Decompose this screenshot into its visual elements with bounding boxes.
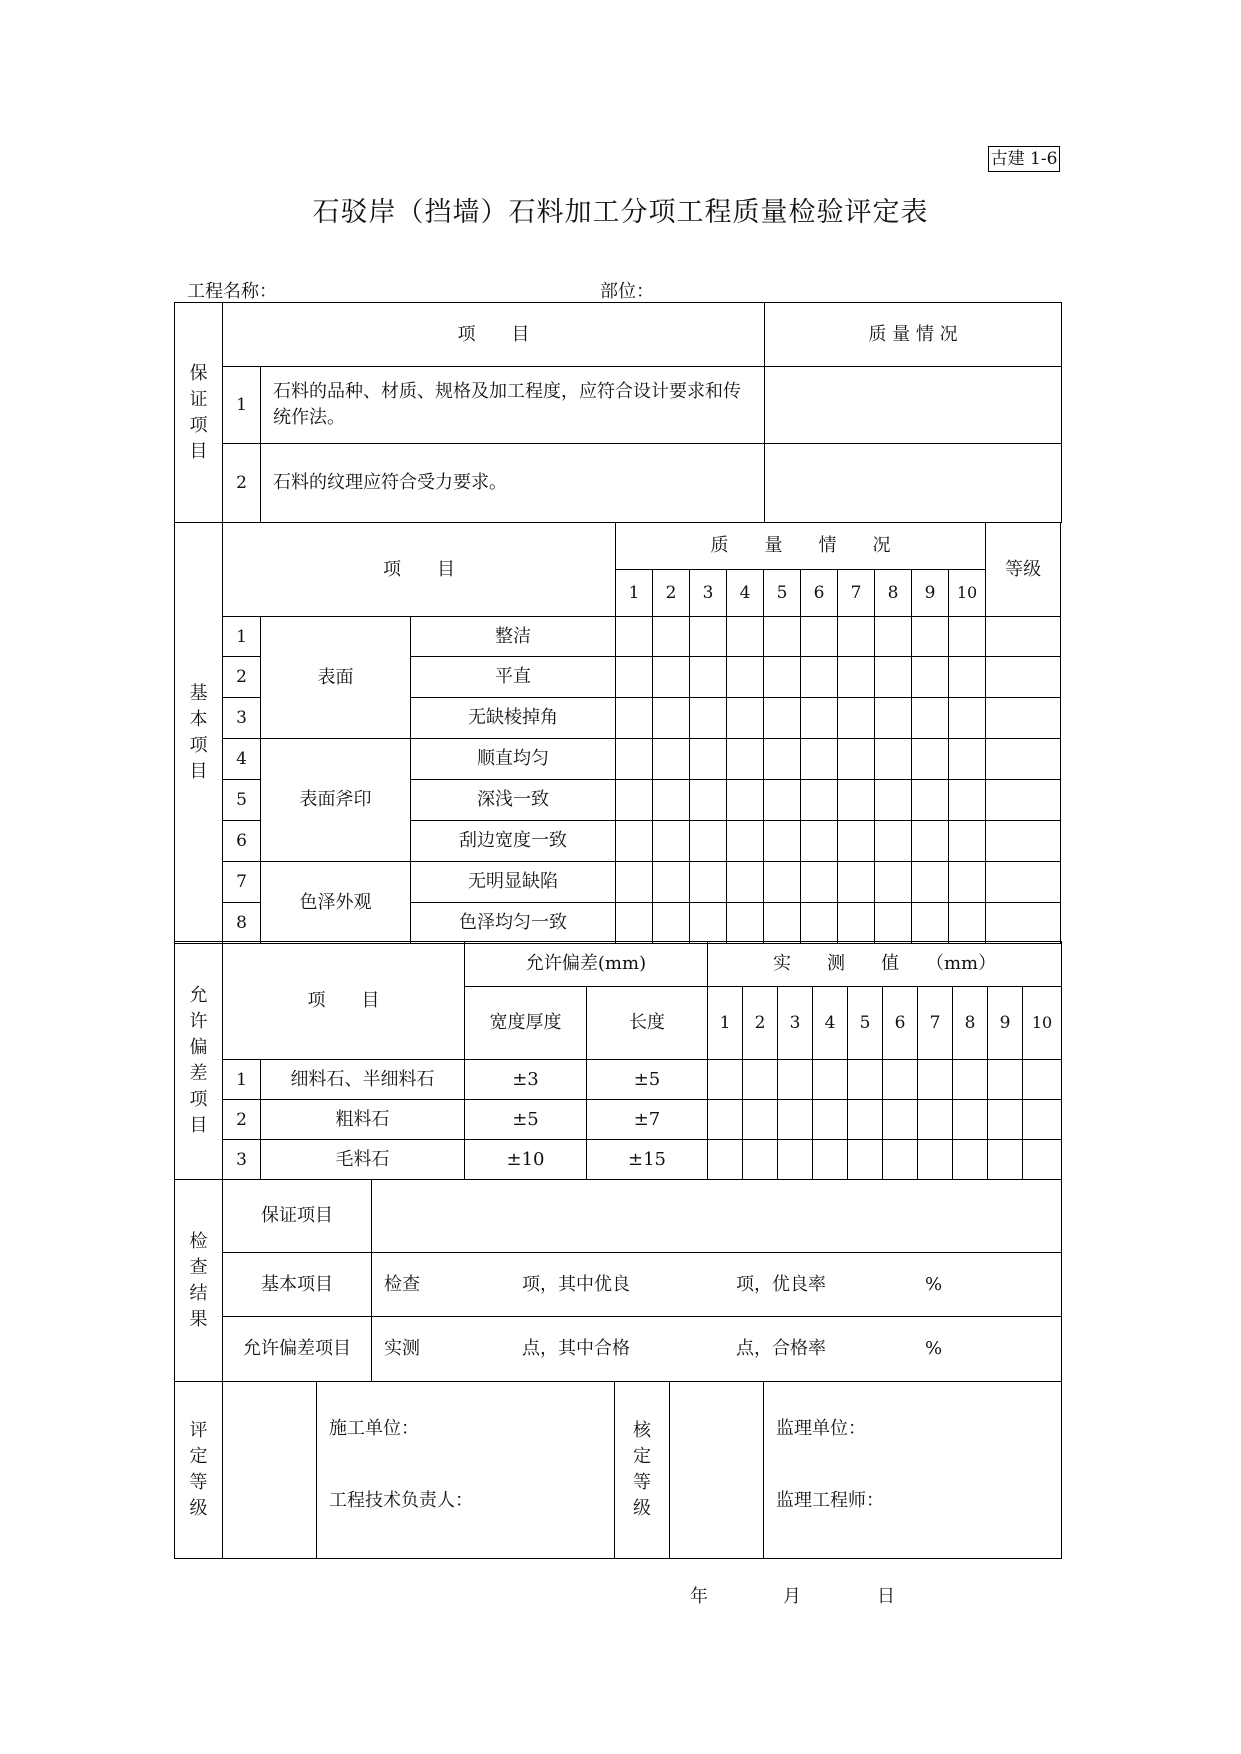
score-cell[interactable] bbox=[912, 903, 949, 944]
score-cell[interactable] bbox=[912, 698, 949, 739]
guarantee-table bbox=[174, 302, 1062, 523]
score-cell[interactable] bbox=[764, 903, 801, 944]
score-cell[interactable] bbox=[875, 739, 912, 780]
measure-cell[interactable] bbox=[743, 1140, 778, 1180]
point-header: 7 bbox=[918, 987, 953, 1060]
score-cell[interactable] bbox=[912, 780, 949, 821]
score-cell[interactable] bbox=[690, 821, 727, 862]
score-cell[interactable] bbox=[875, 698, 912, 739]
construction-block bbox=[317, 1382, 615, 1559]
point-header: 4 bbox=[727, 570, 764, 617]
point-header: 5 bbox=[848, 987, 883, 1060]
score-cell[interactable] bbox=[653, 821, 690, 862]
check-tolerance-part: 点，其中合格 bbox=[522, 1338, 630, 1359]
score-cell[interactable] bbox=[690, 780, 727, 821]
measure-cell[interactable] bbox=[953, 1100, 988, 1140]
guarantee-side-label: 保 证 项 目 bbox=[175, 303, 223, 523]
basic-row-text: 深浅一致 bbox=[411, 780, 616, 821]
check-tolerance-summary[interactable] bbox=[372, 1317, 1062, 1382]
measure-cell[interactable] bbox=[883, 1140, 918, 1180]
location-label: 部位： bbox=[600, 281, 654, 302]
score-cell[interactable] bbox=[949, 657, 986, 698]
score-cell[interactable] bbox=[653, 903, 690, 944]
grade-cell[interactable] bbox=[986, 739, 1061, 780]
score-cell[interactable] bbox=[838, 739, 875, 780]
measure-cell[interactable] bbox=[988, 1140, 1023, 1180]
evaluation-side-label: 评 定 等 级 bbox=[175, 1382, 223, 1559]
evaluation-grade-cell[interactable] bbox=[223, 1382, 317, 1559]
point-header: 1 bbox=[708, 987, 743, 1060]
measure-cell[interactable] bbox=[778, 1060, 813, 1100]
guarantee-quality-cell[interactable] bbox=[765, 444, 1062, 523]
measure-cell[interactable] bbox=[883, 1060, 918, 1100]
measure-cell[interactable] bbox=[988, 1060, 1023, 1100]
score-cell[interactable] bbox=[801, 657, 838, 698]
score-cell[interactable] bbox=[616, 862, 653, 903]
basic-table bbox=[174, 522, 1061, 944]
check-basic-label: 基本项目 bbox=[223, 1253, 372, 1317]
grade-cell[interactable] bbox=[986, 903, 1061, 944]
score-cell[interactable] bbox=[616, 698, 653, 739]
date-month: 月 bbox=[783, 1586, 801, 1607]
check-basic-part: 检查 bbox=[384, 1273, 420, 1295]
score-cell[interactable] bbox=[801, 617, 838, 657]
guarantee-row-number: 2 bbox=[223, 444, 261, 523]
score-cell[interactable] bbox=[949, 780, 986, 821]
basic-row-text: 无明显缺陷 bbox=[411, 862, 616, 903]
tolerance-measured-header: 实 测 值 （mm） bbox=[708, 942, 1062, 987]
score-cell[interactable] bbox=[838, 617, 875, 657]
basic-group-label: 色泽外观 bbox=[261, 862, 411, 944]
check-basic-part: 项，优良率 bbox=[736, 1273, 826, 1295]
score-cell[interactable] bbox=[653, 780, 690, 821]
score-cell[interactable] bbox=[690, 739, 727, 780]
grade-cell[interactable] bbox=[986, 617, 1061, 657]
check-guarantee-value[interactable] bbox=[372, 1180, 1062, 1253]
score-cell[interactable] bbox=[727, 780, 764, 821]
score-cell[interactable] bbox=[875, 657, 912, 698]
measure-cell[interactable] bbox=[743, 1100, 778, 1140]
score-cell[interactable] bbox=[690, 903, 727, 944]
score-cell[interactable] bbox=[912, 862, 949, 903]
measure-cell[interactable] bbox=[813, 1140, 848, 1180]
date-year: 年 bbox=[690, 1586, 708, 1607]
point-header: 7 bbox=[838, 570, 875, 617]
point-header: 1 bbox=[616, 570, 653, 617]
score-cell[interactable] bbox=[653, 657, 690, 698]
point-header: 9 bbox=[988, 987, 1023, 1060]
check-tolerance-part: % bbox=[925, 1338, 943, 1359]
basic-row-number: 6 bbox=[223, 821, 261, 862]
score-cell[interactable] bbox=[653, 862, 690, 903]
measure-cell[interactable] bbox=[1023, 1140, 1062, 1180]
score-cell[interactable] bbox=[727, 698, 764, 739]
score-cell[interactable] bbox=[912, 657, 949, 698]
date-day: 日 bbox=[877, 1586, 895, 1607]
score-cell[interactable] bbox=[838, 862, 875, 903]
score-cell[interactable] bbox=[875, 780, 912, 821]
score-cell[interactable] bbox=[616, 903, 653, 944]
basic-row-number: 1 bbox=[223, 617, 261, 657]
tolerance-row-item: 毛料石 bbox=[261, 1140, 465, 1180]
tolerance-row-length: ±5 bbox=[587, 1060, 708, 1100]
guarantee-quality-header: 质 量 情 况 bbox=[765, 303, 1062, 367]
guarantee-row-text: 石料的纹理应符合受力要求。 bbox=[261, 444, 765, 523]
basic-row-text: 无缺棱掉角 bbox=[411, 698, 616, 739]
score-cell[interactable] bbox=[912, 821, 949, 862]
score-cell[interactable] bbox=[727, 821, 764, 862]
tolerance-row-width: ±3 bbox=[465, 1060, 587, 1100]
measure-cell[interactable] bbox=[918, 1140, 953, 1180]
score-cell[interactable] bbox=[949, 698, 986, 739]
score-cell[interactable] bbox=[653, 698, 690, 739]
measure-cell[interactable] bbox=[1023, 1060, 1062, 1100]
measure-cell[interactable] bbox=[848, 1060, 883, 1100]
score-cell[interactable] bbox=[764, 739, 801, 780]
check-result-table bbox=[174, 1179, 1062, 1382]
basic-row-text: 整洁 bbox=[411, 617, 616, 657]
basic-row-text: 刮边宽度一致 bbox=[411, 821, 616, 862]
point-header: 5 bbox=[764, 570, 801, 617]
score-cell[interactable] bbox=[949, 862, 986, 903]
point-header: 4 bbox=[813, 987, 848, 1060]
construction-unit-label: 施工单位： bbox=[329, 1418, 419, 1439]
tolerance-row-length: ±7 bbox=[587, 1100, 708, 1140]
tolerance-length-header: 长度 bbox=[587, 987, 708, 1060]
score-cell[interactable] bbox=[949, 821, 986, 862]
basic-row-number: 7 bbox=[223, 862, 261, 903]
point-header: 8 bbox=[875, 570, 912, 617]
basic-group-label: 表面斧印 bbox=[261, 739, 411, 862]
measure-cell[interactable] bbox=[743, 1060, 778, 1100]
score-cell[interactable] bbox=[690, 617, 727, 657]
score-cell[interactable] bbox=[912, 617, 949, 657]
check-guarantee-label: 保证项目 bbox=[223, 1180, 372, 1253]
grade-cell[interactable] bbox=[986, 862, 1061, 903]
score-cell[interactable] bbox=[653, 739, 690, 780]
supervision-unit-label: 监理单位： bbox=[776, 1418, 866, 1439]
score-cell[interactable] bbox=[875, 903, 912, 944]
measure-cell[interactable] bbox=[988, 1100, 1023, 1140]
tolerance-row-length: ±15 bbox=[587, 1140, 708, 1180]
tolerance-row-number: 1 bbox=[223, 1060, 261, 1100]
grade-cell[interactable] bbox=[986, 657, 1061, 698]
score-cell[interactable] bbox=[616, 821, 653, 862]
score-cell[interactable] bbox=[764, 698, 801, 739]
score-cell[interactable] bbox=[949, 903, 986, 944]
point-header: 3 bbox=[690, 570, 727, 617]
measure-cell[interactable] bbox=[813, 1060, 848, 1100]
verify-grade-cell[interactable] bbox=[670, 1382, 764, 1559]
tolerance-row-width: ±5 bbox=[465, 1100, 587, 1140]
basic-row-text: 色泽均匀一致 bbox=[411, 903, 616, 944]
measure-cell[interactable] bbox=[708, 1060, 743, 1100]
score-cell[interactable] bbox=[801, 862, 838, 903]
grade-cell[interactable] bbox=[986, 780, 1061, 821]
score-cell[interactable] bbox=[875, 617, 912, 657]
basic-row-number: 5 bbox=[223, 780, 261, 821]
score-cell[interactable] bbox=[764, 617, 801, 657]
point-header: 3 bbox=[778, 987, 813, 1060]
tolerance-row-number: 3 bbox=[223, 1140, 261, 1180]
score-cell[interactable] bbox=[838, 698, 875, 739]
score-cell[interactable] bbox=[838, 780, 875, 821]
score-cell[interactable] bbox=[690, 657, 727, 698]
tolerance-item-header: 项 目 bbox=[223, 942, 465, 1060]
tolerance-allow-header: 允许偏差(mm) bbox=[465, 942, 708, 987]
guarantee-row-number: 1 bbox=[223, 367, 261, 444]
point-header: 10 bbox=[1023, 987, 1062, 1060]
measure-cell[interactable] bbox=[708, 1100, 743, 1140]
check-tolerance-label: 允许偏差项目 bbox=[223, 1317, 372, 1382]
score-cell[interactable] bbox=[616, 780, 653, 821]
score-cell[interactable] bbox=[912, 739, 949, 780]
tolerance-table bbox=[174, 941, 1062, 1180]
score-cell[interactable] bbox=[727, 739, 764, 780]
score-cell[interactable] bbox=[801, 698, 838, 739]
score-cell[interactable] bbox=[949, 617, 986, 657]
score-cell[interactable] bbox=[875, 821, 912, 862]
score-cell[interactable] bbox=[764, 780, 801, 821]
tolerance-width-header: 宽度厚度 bbox=[465, 987, 587, 1060]
measure-cell[interactable] bbox=[708, 1140, 743, 1180]
guarantee-item-header: 项 目 bbox=[223, 303, 765, 367]
score-cell[interactable] bbox=[875, 862, 912, 903]
basic-side-label: 基 本 项 目 bbox=[175, 523, 223, 944]
measure-cell[interactable] bbox=[848, 1100, 883, 1140]
tolerance-row-width: ±10 bbox=[465, 1140, 587, 1180]
check-basic-part: % bbox=[925, 1273, 943, 1295]
score-cell[interactable] bbox=[764, 657, 801, 698]
measure-cell[interactable] bbox=[778, 1100, 813, 1140]
score-cell[interactable] bbox=[727, 903, 764, 944]
basic-grade-header: 等级 bbox=[986, 523, 1061, 617]
measure-cell[interactable] bbox=[883, 1100, 918, 1140]
basic-row-text: 平直 bbox=[411, 657, 616, 698]
basic-quality-header: 质 量 情 况 bbox=[616, 523, 986, 570]
score-cell[interactable] bbox=[838, 821, 875, 862]
measure-cell[interactable] bbox=[918, 1060, 953, 1100]
guarantee-quality-cell[interactable] bbox=[765, 367, 1062, 444]
basic-item-header: 项 目 bbox=[223, 523, 616, 617]
score-cell[interactable] bbox=[949, 739, 986, 780]
measure-cell[interactable] bbox=[813, 1100, 848, 1140]
check-tolerance-part: 实测 bbox=[384, 1338, 420, 1359]
guarantee-row-text: 石料的品种、材质、规格及加工程度，应符合设计要求和传统作法。 bbox=[261, 367, 765, 444]
basic-row-text: 顺直均匀 bbox=[411, 739, 616, 780]
score-cell[interactable] bbox=[690, 862, 727, 903]
project-name-label: 工程名称： bbox=[187, 281, 277, 302]
point-header: 6 bbox=[883, 987, 918, 1060]
score-cell[interactable] bbox=[801, 821, 838, 862]
score-cell[interactable] bbox=[690, 698, 727, 739]
basic-row-number: 2 bbox=[223, 657, 261, 698]
tolerance-side-label: 允 许 偏 差 项 目 bbox=[175, 942, 223, 1180]
point-header: 2 bbox=[743, 987, 778, 1060]
grade-cell[interactable] bbox=[986, 698, 1061, 739]
score-cell[interactable] bbox=[616, 617, 653, 657]
point-header: 2 bbox=[653, 570, 690, 617]
tolerance-row-number: 2 bbox=[223, 1100, 261, 1140]
point-header: 8 bbox=[953, 987, 988, 1060]
form-code: 古建 1-6 bbox=[988, 146, 1060, 172]
check-tolerance-part: 点，合格率 bbox=[736, 1338, 826, 1359]
score-cell[interactable] bbox=[838, 657, 875, 698]
measure-cell[interactable] bbox=[848, 1140, 883, 1180]
grade-cell[interactable] bbox=[986, 821, 1061, 862]
score-cell[interactable] bbox=[838, 903, 875, 944]
supervision-block bbox=[764, 1382, 1062, 1559]
score-cell[interactable] bbox=[616, 739, 653, 780]
score-cell[interactable] bbox=[801, 739, 838, 780]
verify-grade-label: 核 定 等 级 bbox=[615, 1382, 670, 1559]
tolerance-row-item: 粗料石 bbox=[261, 1100, 465, 1140]
score-cell[interactable] bbox=[616, 657, 653, 698]
measure-cell[interactable] bbox=[1023, 1100, 1062, 1140]
basic-row-number: 3 bbox=[223, 698, 261, 739]
measure-cell[interactable] bbox=[953, 1060, 988, 1100]
measure-cell[interactable] bbox=[918, 1100, 953, 1140]
score-cell[interactable] bbox=[727, 617, 764, 657]
evaluation-table bbox=[174, 1381, 1062, 1559]
point-header: 9 bbox=[912, 570, 949, 617]
check-side-label: 检 查 结 果 bbox=[175, 1180, 223, 1382]
check-basic-part: 项，其中优良 bbox=[522, 1273, 630, 1295]
score-cell[interactable] bbox=[764, 862, 801, 903]
supervision-engineer-label: 监理工程师： bbox=[776, 1490, 884, 1511]
point-header: 6 bbox=[801, 570, 838, 617]
check-basic-summary[interactable] bbox=[372, 1253, 1062, 1317]
score-cell[interactable] bbox=[727, 657, 764, 698]
score-cell[interactable] bbox=[653, 617, 690, 657]
score-cell[interactable] bbox=[764, 821, 801, 862]
basic-group-label: 表面 bbox=[261, 617, 411, 739]
basic-row-number: 8 bbox=[223, 903, 261, 944]
tech-leader-label: 工程技术负责人： bbox=[329, 1490, 473, 1511]
measure-cell[interactable] bbox=[953, 1140, 988, 1180]
measure-cell[interactable] bbox=[778, 1140, 813, 1180]
page-title: 石驳岸（挡墙）石料加工分项工程质量检验评定表 bbox=[312, 197, 929, 228]
basic-row-number: 4 bbox=[223, 739, 261, 780]
score-cell[interactable] bbox=[727, 862, 764, 903]
tolerance-row-item: 细料石、半细料石 bbox=[261, 1060, 465, 1100]
point-header: 10 bbox=[949, 570, 986, 617]
score-cell[interactable] bbox=[801, 780, 838, 821]
score-cell[interactable] bbox=[801, 903, 838, 944]
